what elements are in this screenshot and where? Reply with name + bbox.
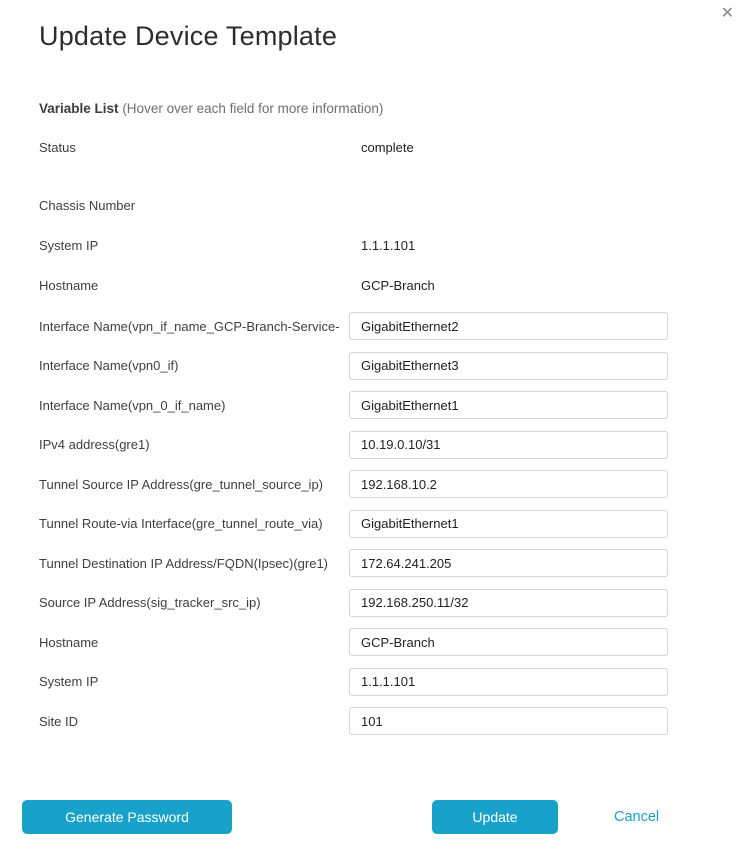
tunnel-source-ip-label: Tunnel Source IP Address(gre_tunnel_source_ip) <box>39 476 324 492</box>
tunnel-destination-ip-input[interactable] <box>349 549 668 577</box>
site-id-label: Site ID <box>39 713 79 729</box>
cancel-button[interactable]: Cancel <box>614 809 660 825</box>
dialog-content <box>0 20 752 735</box>
interface-name-vpn0-if-input[interactable] <box>349 352 668 380</box>
static-row-status <box>39 140 668 155</box>
input-row-hostname <box>39 628 668 656</box>
chassis-number-label: Chassis Number <box>39 198 136 213</box>
system-ip-value: 1.1.1.101 <box>361 238 416 253</box>
sig-tracker-src-ip-input[interactable] <box>349 589 668 617</box>
tunnel-route-via-label: Tunnel Route-via Interface(gre_tunnel_route_via) <box>39 516 323 531</box>
dialog-footer <box>0 800 752 834</box>
close-icon[interactable]: ✕ <box>720 5 734 22</box>
input-row-interface-name-vpn-0-if-name <box>39 391 668 419</box>
tunnel-route-via-input[interactable] <box>349 510 668 538</box>
input-row-system-ip <box>39 668 668 696</box>
site-id-input[interactable] <box>349 707 668 735</box>
system-ip-input-label: System IP <box>39 674 99 689</box>
tunnel-destination-ip-label: Tunnel Destination IP Address/FQDN(Ipsec)(gre1) <box>39 555 329 571</box>
static-row-hostname <box>39 278 668 293</box>
interface-name-vpn-0-if-name-input[interactable] <box>349 391 668 419</box>
hostname-input-label: Hostname <box>39 634 99 650</box>
status-label: Status <box>39 140 76 155</box>
status-value: complete <box>361 140 414 155</box>
input-row-interface-name-service-vpn <box>39 312 668 340</box>
input-row-ipv4-address-gre1 <box>39 431 668 459</box>
interface-name-service-vpn-label: Interface Name(vpn_if_name_GCP-Branch-Service- <box>39 318 340 334</box>
input-row-tunnel-route-via <box>39 510 668 538</box>
generate-password-button[interactable]: Generate Password <box>22 800 232 834</box>
input-row-tunnel-destination-ip <box>39 549 668 577</box>
input-row-sig-tracker-src-ip <box>39 589 668 617</box>
ipv4-address-gre1-input[interactable] <box>349 431 668 459</box>
hostname-value: GCP-Branch <box>361 278 435 293</box>
input-row-site-id <box>39 707 668 735</box>
hostname-label: Hostname <box>39 278 99 293</box>
ipv4-address-gre1-label: IPv4 address(gre1) <box>39 437 150 452</box>
input-row-tunnel-source-ip <box>39 470 668 498</box>
interface-name-service-vpn-input[interactable] <box>349 312 668 340</box>
update-button[interactable]: Update <box>432 800 558 834</box>
tunnel-source-ip-input[interactable] <box>349 470 668 498</box>
variable-list-hint: (Hover over each field for more information) <box>122 101 384 116</box>
static-row-chassis-number <box>39 198 668 213</box>
interface-name-vpn0-if-label: Interface Name(vpn0_if) <box>39 358 179 373</box>
input-row-interface-name-vpn0-if <box>39 352 668 380</box>
variable-list-header <box>39 101 668 116</box>
interface-name-vpn-0-if-name-label: Interface Name(vpn_0_if_name) <box>39 397 226 413</box>
system-ip-input[interactable] <box>349 668 668 696</box>
hostname-input[interactable] <box>349 628 668 656</box>
sig-tracker-src-ip-label: Source IP Address(sig_tracker_src_ip) <box>39 595 261 610</box>
system-ip-label: System IP <box>39 238 99 253</box>
static-row-system-ip <box>39 238 668 253</box>
page-title: Update Device Template <box>39 21 338 51</box>
variable-list-title: Variable List <box>39 101 119 116</box>
